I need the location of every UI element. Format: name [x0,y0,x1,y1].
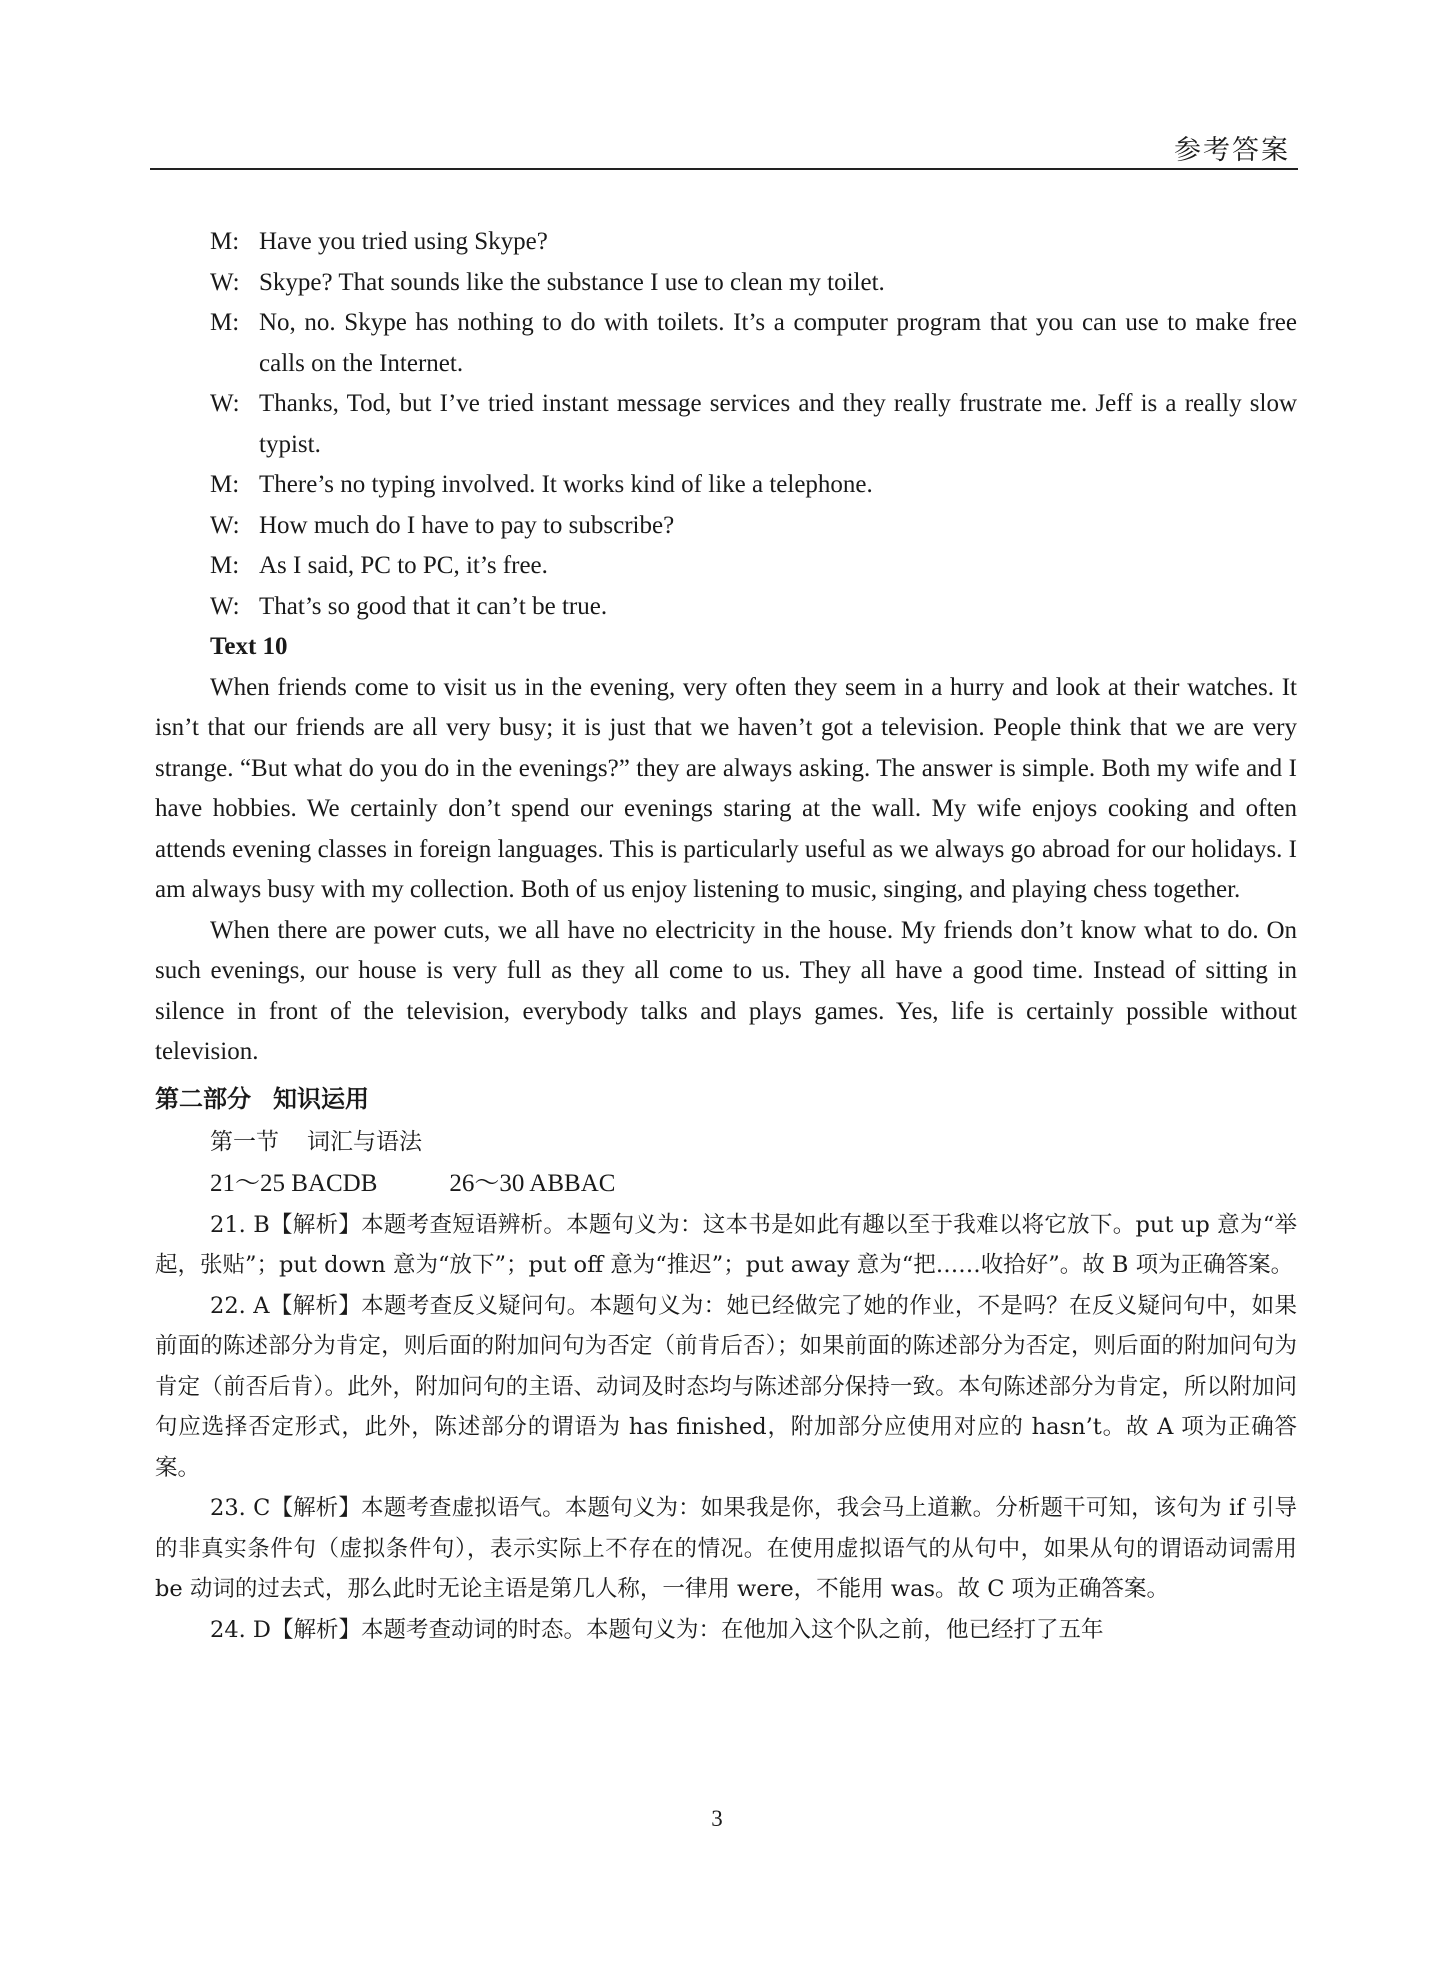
answer-keys [155,1163,1297,1205]
dialogue-line [155,587,1297,628]
dialogue [155,222,1297,627]
answer-keys-a: BACDB [291,1169,378,1197]
dialogue-line [155,303,1297,384]
speaker-label: W: [210,390,240,417]
dialogue-line [155,222,1297,263]
part2-title-part: 第二部分 [155,1084,251,1113]
dialogue-line [155,465,1297,506]
text10-heading: Text 10 [210,633,288,660]
speaker-label: M: [210,309,240,336]
header-title: 参考答案 [1174,135,1290,166]
dialogue-text: How much do I have to pay to subscribe? [259,511,675,539]
explanation-21: 21. B【解析】本题考查短语辨析。本题句义为：这本书是如此有趣以至于我难以将它放下。put up 意为“举起，张贴”；put down 意为“放下”；put off 意为“推迟”；put away 意为“把……收拾好”。故 B 项为正确答案。 [155,1211,1297,1278]
dialogue-text: Skype? That sounds like the substance I use to clean my toilet. [259,268,885,296]
page-content [155,222,1297,1650]
explanation-23: 23. C【解析】本题考查虚拟语气。本题句义为：如果我是你，我会马上道歉。分析题干可知，该句为 if 引导的非真实条件句（虚拟条件句），表示实际上不存在的情况。在使用虚拟语气的从句中，如果从句的谓语动词需用 be 动词的过去式，那么此时无论主语是第几人称，一律用 were，不能用 was。故 C 项为正确答案。 [155,1495,1297,1602]
speaker-label: W: [210,511,240,539]
dialogue-line [155,263,1297,304]
speaker-label: M: [210,228,240,255]
text10-paragraph: When friends come to visit us in the evening, very often they seem in a hurry and look at their watches. It isn’t that our friends are all very busy; it is just that we haven’t got a television. People think that we are very strange. “But what do you do in the evenings?” they are always asking. The answer is simple. Both my wife and I have hobbies. We certainly don’t spend our evenings staring at the wall. My wife enjoys cooking and often attends evening classes in foreign languages. This is particularly useful as we always go abroad for our holidays. I am always busy with my collection. Both of us enjoy listening to music, singing, and playing chess together. [155,673,1297,903]
speaker-label: M: [210,552,240,579]
part2-title-name: 知识运用 [273,1084,369,1113]
dialogue-line [155,506,1297,547]
section1-title-part: 第一节 [210,1128,279,1155]
part2-title [155,1077,1297,1121]
dialogue-text: There’s no typing involved. It works kind of like a telephone. [259,471,873,498]
answer-keys-b: ABBAC [529,1169,616,1197]
speaker-label: M: [210,471,240,498]
page-number: 3 [711,1806,723,1831]
explanation-24: 24. D【解析】本题考查动词的时态。本题句义为：在他加入这个队之前，他已经打了五年 [210,1616,1104,1643]
dialogue-line [155,546,1297,587]
explanation-22: 22. A【解析】本题考查反义疑问句。本题句义为：她已经做完了她的作业，不是吗？在反义疑问句中，如果前面的陈述部分为肯定，则后面的附加问句为否定（前肯后否）；如果前面的陈述部分为否定，则后面的附加问句为肯定（前否后肯）。此外，附加问句的主语、动词及时态均与陈述部分保持一致。本句陈述部分为肯定，所以附加问句应选择否定形式，此外，陈述部分的谓语为 has finished，附加部分应使用对应的 hasn’t。故 A 项为正确答案。 [155,1292,1297,1481]
dialogue-line [155,384,1297,465]
answer-range-a: 21～25 [210,1169,286,1197]
answer-range-b: 26～30 [449,1169,525,1197]
speaker-label: W: [210,592,240,620]
speaker-label: W: [210,268,240,296]
dialogue-text: Have you tried using Skype? [259,228,548,255]
section1-title-name: 词汇与语法 [307,1128,422,1155]
dialogue-text: No, no. Skype has nothing to do with toilets. It’s a computer program that you can use to make free calls on the Internet. [259,309,1297,377]
text10-paragraph: When there are power cuts, we all have no electricity in the house. My friends don’t know what to do. On such evenings, our house is very full as they all come to us. They all have a good time. Instead of sitting in silence in front of the television, everybody talks and plays games. Yes, life is certainly possible without television. [155,916,1297,1065]
dialogue-text: That’s so good that it can’t be true. [259,592,608,620]
dialogue-text: As I said, PC to PC, it’s free. [259,552,548,579]
section1-title [155,1121,1297,1163]
dialogue-text: Thanks, Tod, but I’ve tried instant message services and they really frustrate me. Jeff is a really slow typist. [259,390,1297,458]
header-rule [150,168,1298,170]
